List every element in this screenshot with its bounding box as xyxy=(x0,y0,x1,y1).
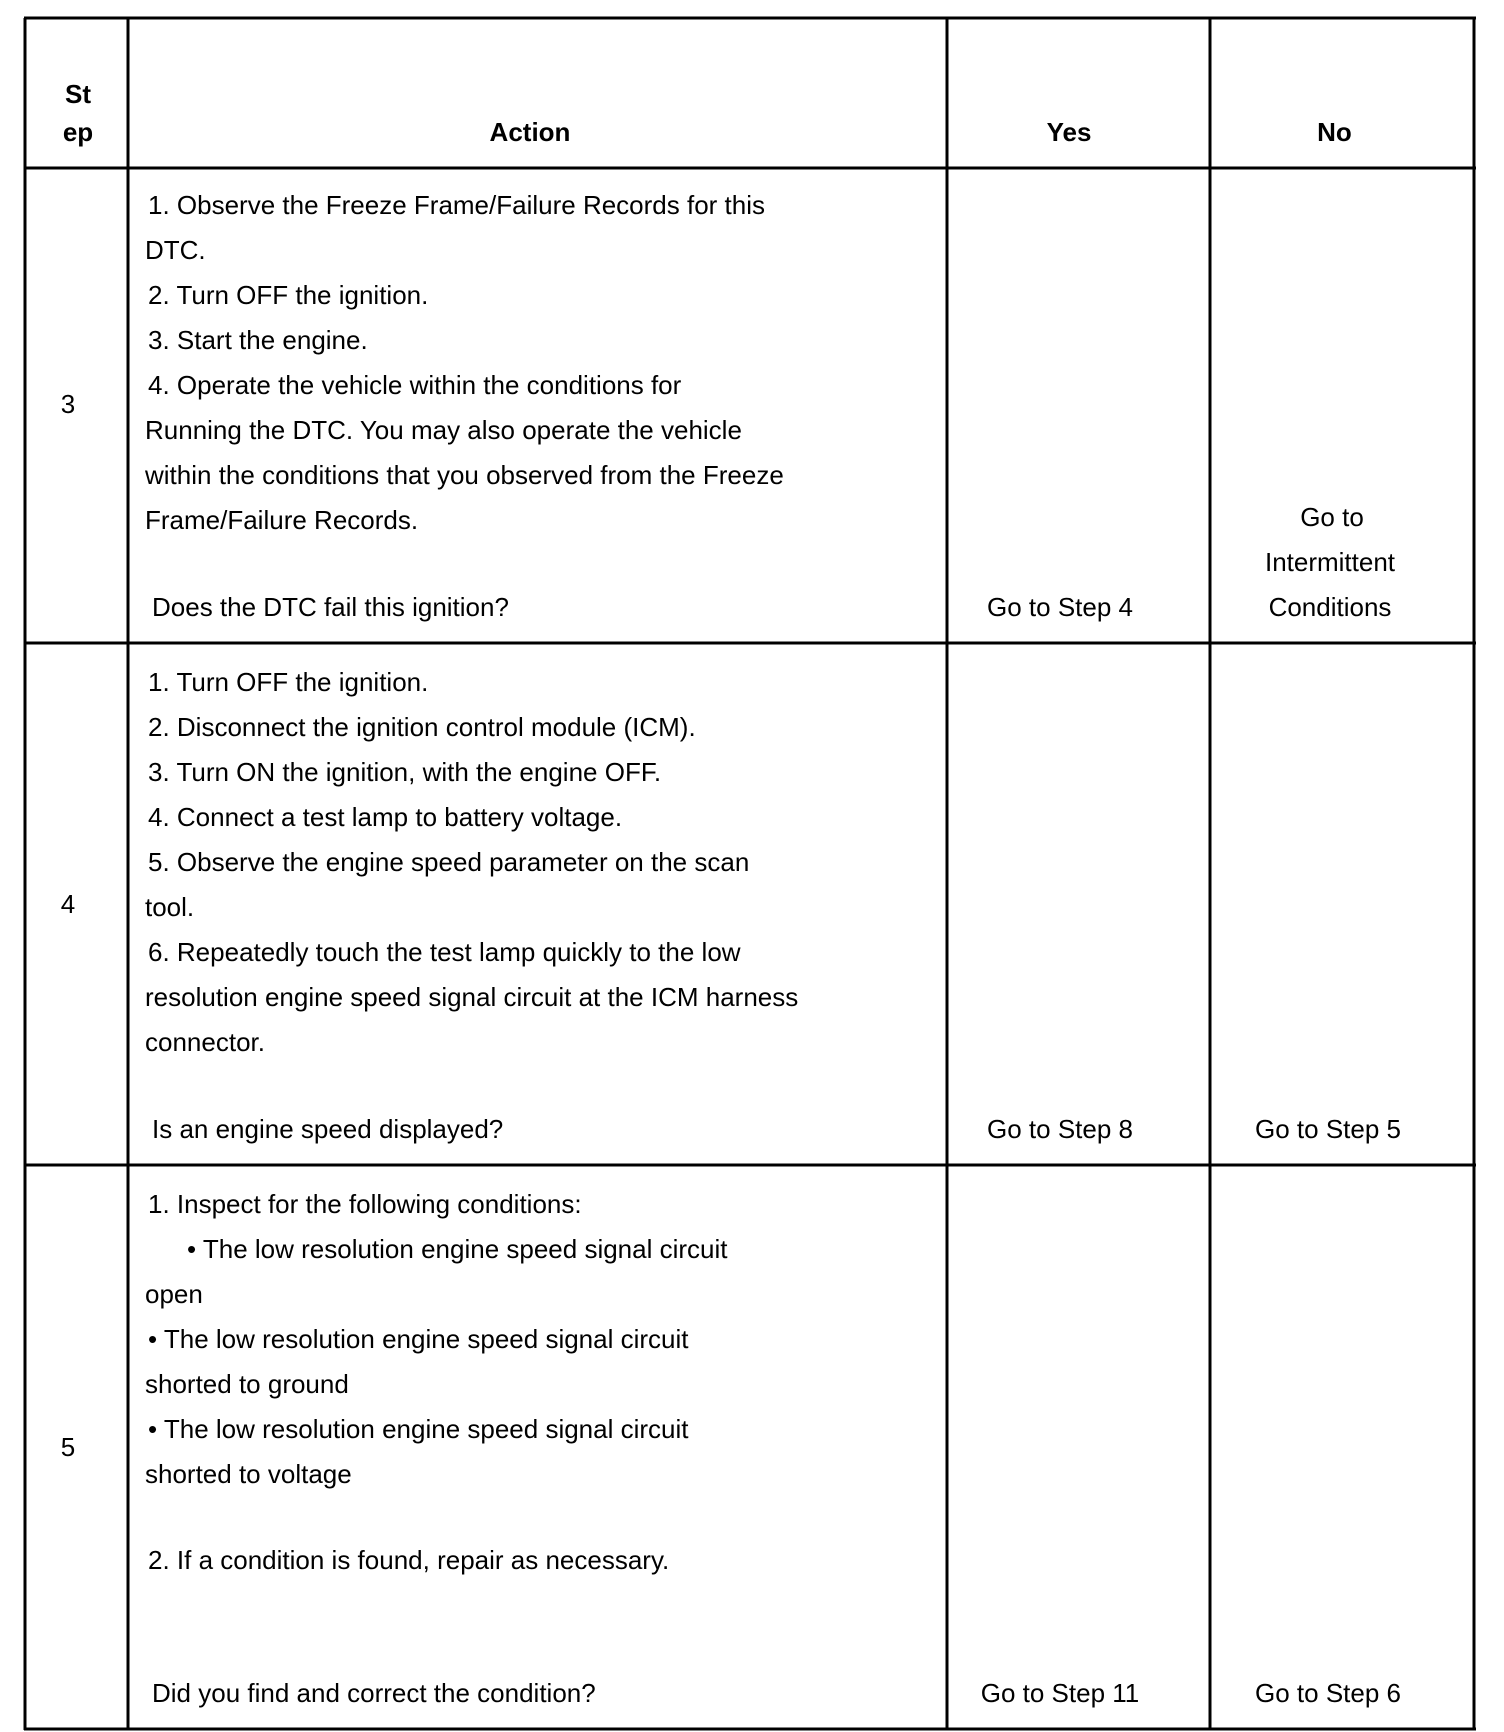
action-line: 1. Inspect for the following conditions: xyxy=(148,1189,582,1219)
question: Does the DTC fail this ignition? xyxy=(152,592,509,622)
yes-cell: Go to Step 11 xyxy=(980,1678,1140,1708)
action-line: 2. If a condition is found, repair as necessary. xyxy=(148,1545,670,1575)
action-line: shorted to ground xyxy=(145,1369,349,1399)
no-cell-line: Go to Step 5 xyxy=(1255,1114,1401,1144)
question: Did you find and correct the condition? xyxy=(152,1678,596,1708)
yes-cell: Go to Step 4 xyxy=(987,592,1133,622)
no-cell-line: Go to xyxy=(1300,502,1364,532)
action-line: tool. xyxy=(145,892,195,922)
yes-cell: Go to Step 8 xyxy=(987,1114,1133,1144)
step-number: 5 xyxy=(60,1432,76,1462)
action-line: 2. Turn OFF the ignition. xyxy=(148,280,429,310)
step-number: 4 xyxy=(60,889,76,919)
no-cell-line: Conditions xyxy=(1268,592,1392,622)
step-header-line1: St xyxy=(65,79,91,109)
question: Is an engine speed displayed? xyxy=(152,1114,504,1144)
action-header: Action xyxy=(489,117,571,147)
action-line: within the conditions that you observed from the Freeze xyxy=(145,460,784,490)
action-line: Frame/Failure Records. xyxy=(145,505,419,535)
action-line: 1. Turn OFF the ignition. xyxy=(148,667,429,697)
action-line: 6. Repeatedly touch the test lamp quickly to the low xyxy=(148,937,741,967)
action-line: connector. xyxy=(145,1027,265,1057)
step-header-line2: ep xyxy=(62,117,94,147)
yes-header: Yes xyxy=(1046,117,1092,147)
no-cell-line: Intermittent xyxy=(1264,547,1396,577)
action-line: • The low resolution engine speed signal circuit xyxy=(187,1234,728,1264)
action-line: 2. Disconnect the ignition control module (ICM). xyxy=(148,712,696,742)
action-line: • The low resolution engine speed signal circuit xyxy=(148,1414,689,1444)
no-cell-line: Go to Step 6 xyxy=(1255,1678,1401,1708)
action-line: 3. Turn ON the ignition, with the engine OFF. xyxy=(148,757,662,787)
action-line: 3. Start the engine. xyxy=(148,325,368,355)
action-line: 4. Connect a test lamp to battery voltage. xyxy=(148,802,623,832)
action-line: 5. Observe the engine speed parameter on the scan xyxy=(148,847,750,877)
action-line: Running the DTC. You may also operate the vehicle xyxy=(145,415,742,445)
action-line: 4. Operate the vehicle within the conditions for xyxy=(148,370,682,400)
no-header: No xyxy=(1317,117,1352,147)
action-line: open xyxy=(145,1279,203,1309)
action-line: shorted to voltage xyxy=(145,1459,352,1489)
action-line: • The low resolution engine speed signal circuit xyxy=(148,1324,689,1354)
step-number: 3 xyxy=(60,389,76,419)
action-line: resolution engine speed signal circuit at the ICM harness xyxy=(145,982,799,1012)
action-line: DTC. xyxy=(145,235,206,265)
action-line: 1. Observe the Freeze Frame/Failure Records for this xyxy=(148,190,766,220)
